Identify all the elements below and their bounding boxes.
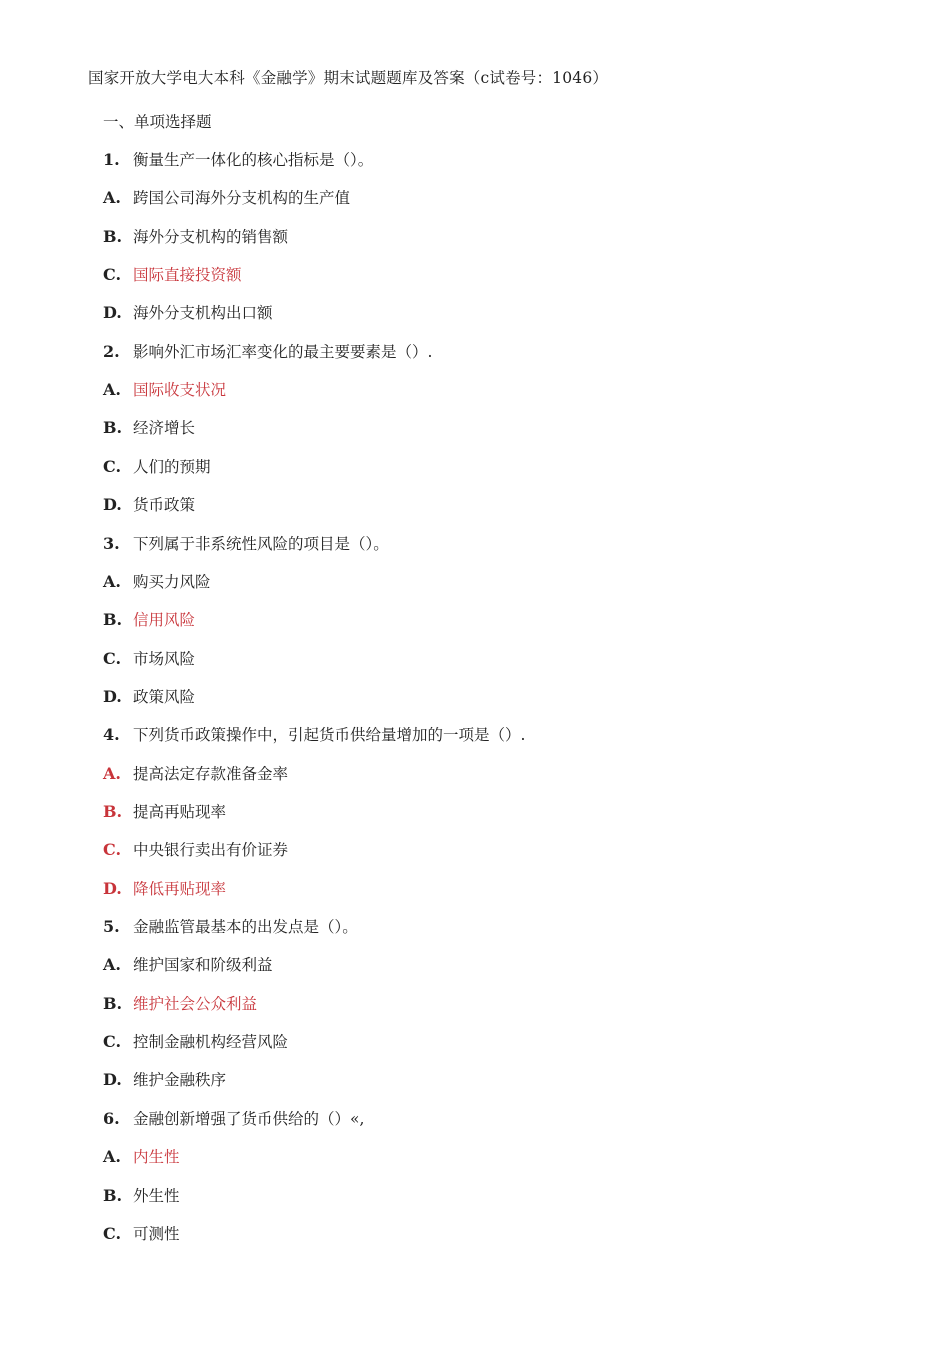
option-text: 控制金融机构经营风险 [133, 1033, 289, 1052]
option-label: B. [103, 418, 123, 438]
option-line [103, 225, 288, 249]
option-line [103, 953, 273, 977]
question-line [103, 532, 389, 556]
question-text: 下列货币政策操作中，引起货币供给量增加的一项是（）. [133, 726, 526, 745]
option-text: 市场风险 [133, 649, 196, 668]
option-line [103, 378, 226, 402]
option-label: C. [103, 456, 122, 476]
question-number: 1. [103, 150, 120, 169]
option-text: 维护社会公众利益 [133, 994, 258, 1013]
option-text: 信用风险 [133, 611, 196, 630]
option-line [103, 647, 195, 671]
option-label: C. [103, 1223, 122, 1243]
option-label: D. [103, 495, 122, 515]
option-label: D. [103, 686, 122, 706]
option-line [103, 838, 288, 862]
option-text: 政策风险 [133, 687, 196, 706]
option-label: C. [103, 1032, 122, 1052]
option-line [103, 1184, 180, 1208]
option-text: 内生性 [133, 1148, 180, 1167]
question-line [103, 340, 432, 364]
option-text: 国际收支状况 [133, 381, 227, 400]
option-label: A. [103, 955, 121, 975]
option-text: 跨国公司海外分支机构的生产值 [133, 189, 351, 208]
option-line [103, 685, 195, 709]
option-line [103, 1222, 180, 1246]
option-line [103, 416, 195, 440]
option-line [103, 800, 226, 824]
option-label: C. [103, 648, 122, 668]
option-label: C. [103, 265, 122, 285]
question-line [103, 1107, 364, 1131]
question-line [103, 915, 358, 939]
option-line [103, 186, 350, 210]
option-label: B. [103, 226, 123, 246]
document-title: 国家开放大学电大本科《金融学》期末试题题库及答案（c试卷号：1046） [88, 69, 609, 87]
question-number: 4. [103, 725, 120, 745]
option-label: D. [103, 878, 122, 898]
option-text: 可测性 [133, 1224, 180, 1243]
option-text: 购买力风险 [133, 572, 211, 591]
option-text: 外生性 [133, 1186, 180, 1205]
question-number: 6. [103, 1108, 120, 1128]
question-number: 2. [103, 341, 120, 361]
option-line [103, 570, 211, 594]
option-text: 货币政策 [133, 496, 196, 515]
option-line [103, 1030, 288, 1054]
option-label: C. [103, 840, 122, 860]
option-text: 提高法定存款准备金率 [133, 764, 289, 783]
option-line [103, 992, 257, 1016]
option-text: 中央银行卖出有价证券 [133, 841, 289, 860]
option-label: A. [103, 380, 121, 400]
option-label: D. [103, 303, 122, 323]
question-number: 5. [103, 917, 120, 936]
option-text: 维护国家和阶级利益 [133, 956, 273, 975]
option-label: B. [103, 993, 123, 1013]
question-text: 金融监管最基本的出发点是（）。 [133, 918, 358, 936]
question-number: 3. [103, 533, 120, 553]
option-line [103, 608, 195, 632]
option-text: 国际直接投资额 [133, 266, 242, 285]
option-line [103, 301, 273, 325]
option-line [103, 1145, 180, 1169]
option-line [103, 263, 242, 287]
question-line [103, 723, 525, 747]
option-label: A. [103, 1147, 121, 1167]
option-line [103, 762, 288, 786]
section-title: 一、单项选择题 [103, 113, 212, 131]
option-line [103, 455, 211, 479]
option-label: B. [103, 802, 123, 821]
option-text: 海外分支机构出口额 [133, 304, 273, 323]
option-text: 提高再贴现率 [133, 803, 227, 821]
option-text: 人们的预期 [133, 457, 211, 476]
option-text: 维护金融秩序 [133, 1071, 227, 1090]
option-text: 经济增长 [133, 419, 196, 438]
option-text: 海外分支机构的销售额 [133, 227, 289, 246]
option-label: B. [103, 1185, 123, 1205]
option-label: A. [103, 763, 121, 783]
question-text: 下列属于非系统性风险的项目是（）。 [133, 534, 389, 553]
option-line [103, 1068, 226, 1092]
option-line [103, 877, 226, 901]
option-label: B. [103, 610, 123, 630]
option-label: A. [103, 571, 121, 591]
question-text: 衡量生产一体化的核心指标是（）。 [133, 151, 374, 169]
question-text: 影响外汇市场汇率变化的最主要要素是（）. [133, 342, 433, 361]
option-line [103, 493, 195, 517]
option-label: D. [103, 1070, 122, 1090]
question-line [103, 148, 373, 172]
question-text: 金融创新增强了货币供给的（）«, [133, 1109, 365, 1128]
option-text: 降低再贴现率 [133, 879, 227, 898]
option-label: A. [103, 188, 121, 208]
